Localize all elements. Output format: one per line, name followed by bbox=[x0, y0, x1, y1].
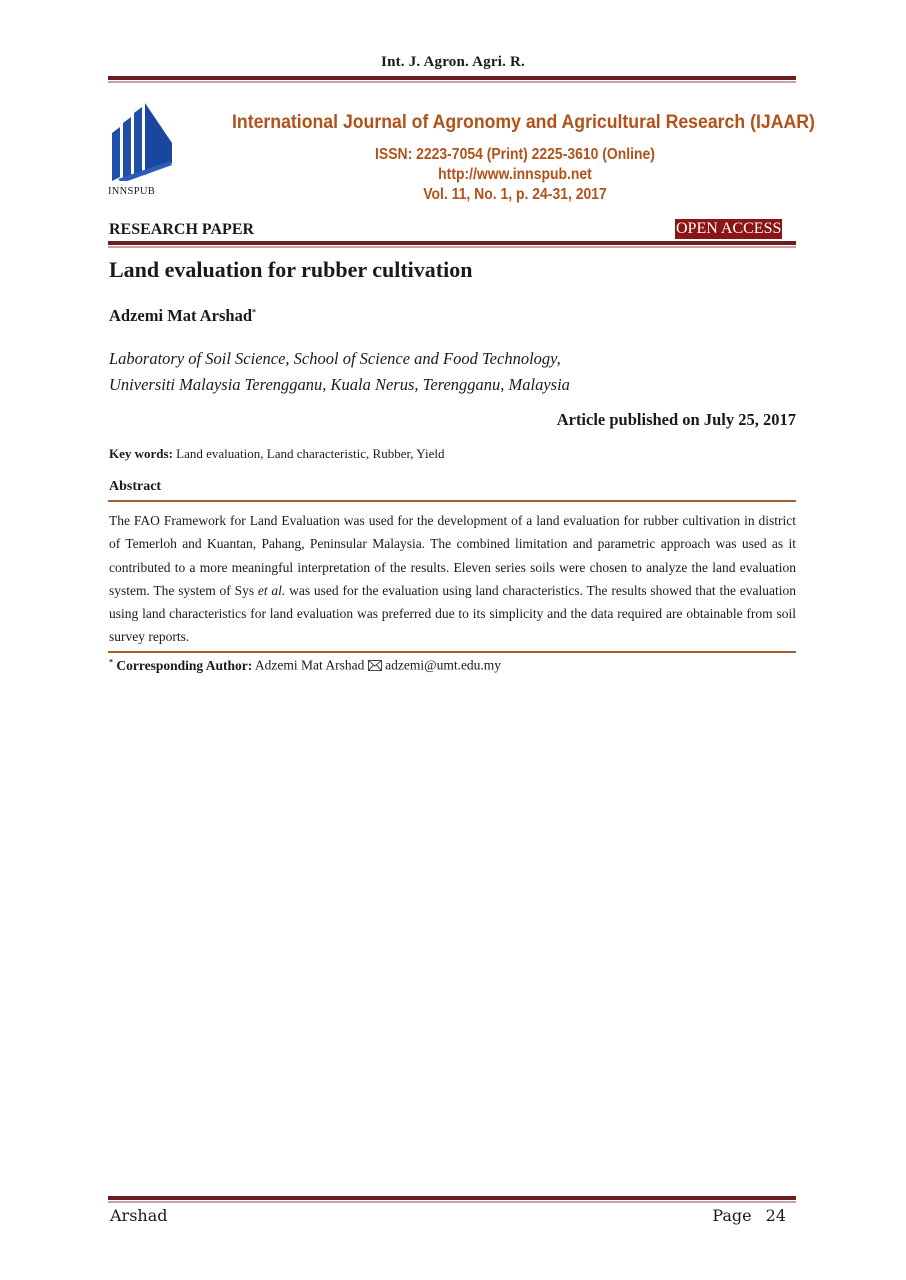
publication-date: Article published on July 25, 2017 bbox=[556, 410, 796, 429]
abstract-italic: et al. bbox=[257, 582, 286, 598]
running-head: Int. J. Agron. Agri. R. bbox=[381, 54, 525, 70]
paper-title: Land evaluation for rubber cultivation bbox=[109, 257, 473, 282]
abstract-top-rule bbox=[108, 500, 796, 502]
journal-issn: ISSN: 2223-7054 (Print) 2225-3610 (Online) bbox=[375, 146, 655, 163]
corresponding-email[interactable]: adzemi@umt.edu.my bbox=[385, 657, 502, 673]
keywords bbox=[109, 446, 444, 462]
affiliation-line-1: Laboratory of Soil Science, School of Science and Food Technology, bbox=[109, 349, 561, 368]
publisher-logo-label: INNSPUB bbox=[108, 186, 156, 197]
footer-page bbox=[712, 1206, 786, 1225]
author-mark: * bbox=[252, 307, 256, 317]
abstract-heading: Abstract bbox=[109, 479, 162, 494]
envelope-icon bbox=[368, 659, 382, 675]
author-name bbox=[109, 306, 256, 326]
journal-volume: Vol. 11, No. 1, p. 24-31, 2017 bbox=[423, 186, 607, 203]
abstract-text-2: was used for the evaluation using land characteristics. The results showed that the evaluation using land characteristics for land evaluation was preferred due to its simplicity and the data required are obtainable from soil survey reports. bbox=[109, 582, 796, 645]
affiliation-line-2: Universiti Malaysia Terengganu, Kuala Nerus, Terengganu, Malaysia bbox=[109, 375, 570, 394]
innspub-logo-icon bbox=[110, 103, 176, 181]
footer-rule bbox=[108, 1196, 796, 1203]
page-number: 24 bbox=[765, 1206, 786, 1225]
header-rule bbox=[108, 76, 796, 83]
abstract-bottom-rule bbox=[108, 651, 796, 653]
keywords-list: Land evaluation, Land characteristic, Rubber, Yield bbox=[176, 446, 445, 461]
footer-author: Arshad bbox=[110, 1206, 168, 1225]
keywords-label: Key words: bbox=[109, 446, 173, 461]
corresponding-mark: * bbox=[109, 657, 113, 666]
journal-url[interactable]: http://www.innspub.net bbox=[438, 166, 592, 183]
corresponding-label: Corresponding Author: bbox=[116, 657, 253, 673]
author-name-text: Adzemi Mat Arshad bbox=[109, 306, 252, 325]
open-access-badge: OPEN ACCESS bbox=[676, 220, 782, 237]
page-label: Page bbox=[712, 1206, 752, 1225]
corresponding-name: Adzemi Mat Arshad bbox=[254, 657, 365, 673]
title-rule bbox=[108, 241, 796, 248]
corresponding-author bbox=[109, 657, 501, 675]
abstract-body bbox=[109, 509, 796, 649]
article-type-label: RESEARCH PAPER bbox=[109, 221, 255, 238]
journal-title: International Journal of Agronomy and Agricultural Research (IJAAR) bbox=[232, 112, 815, 133]
abstract-text-1: The FAO Framework for Land Evaluation was used for the development of a land evaluation for rubber cultivation in district of Temerloh and Kuantan, Pahang, Peninsular Malaysia. The combined limitation and parametric approach was used as it contributed to a more meaningful interpretation of the results. Eleven series soils were chosen to analyze the land evaluation system. The system of Sys bbox=[109, 513, 796, 598]
